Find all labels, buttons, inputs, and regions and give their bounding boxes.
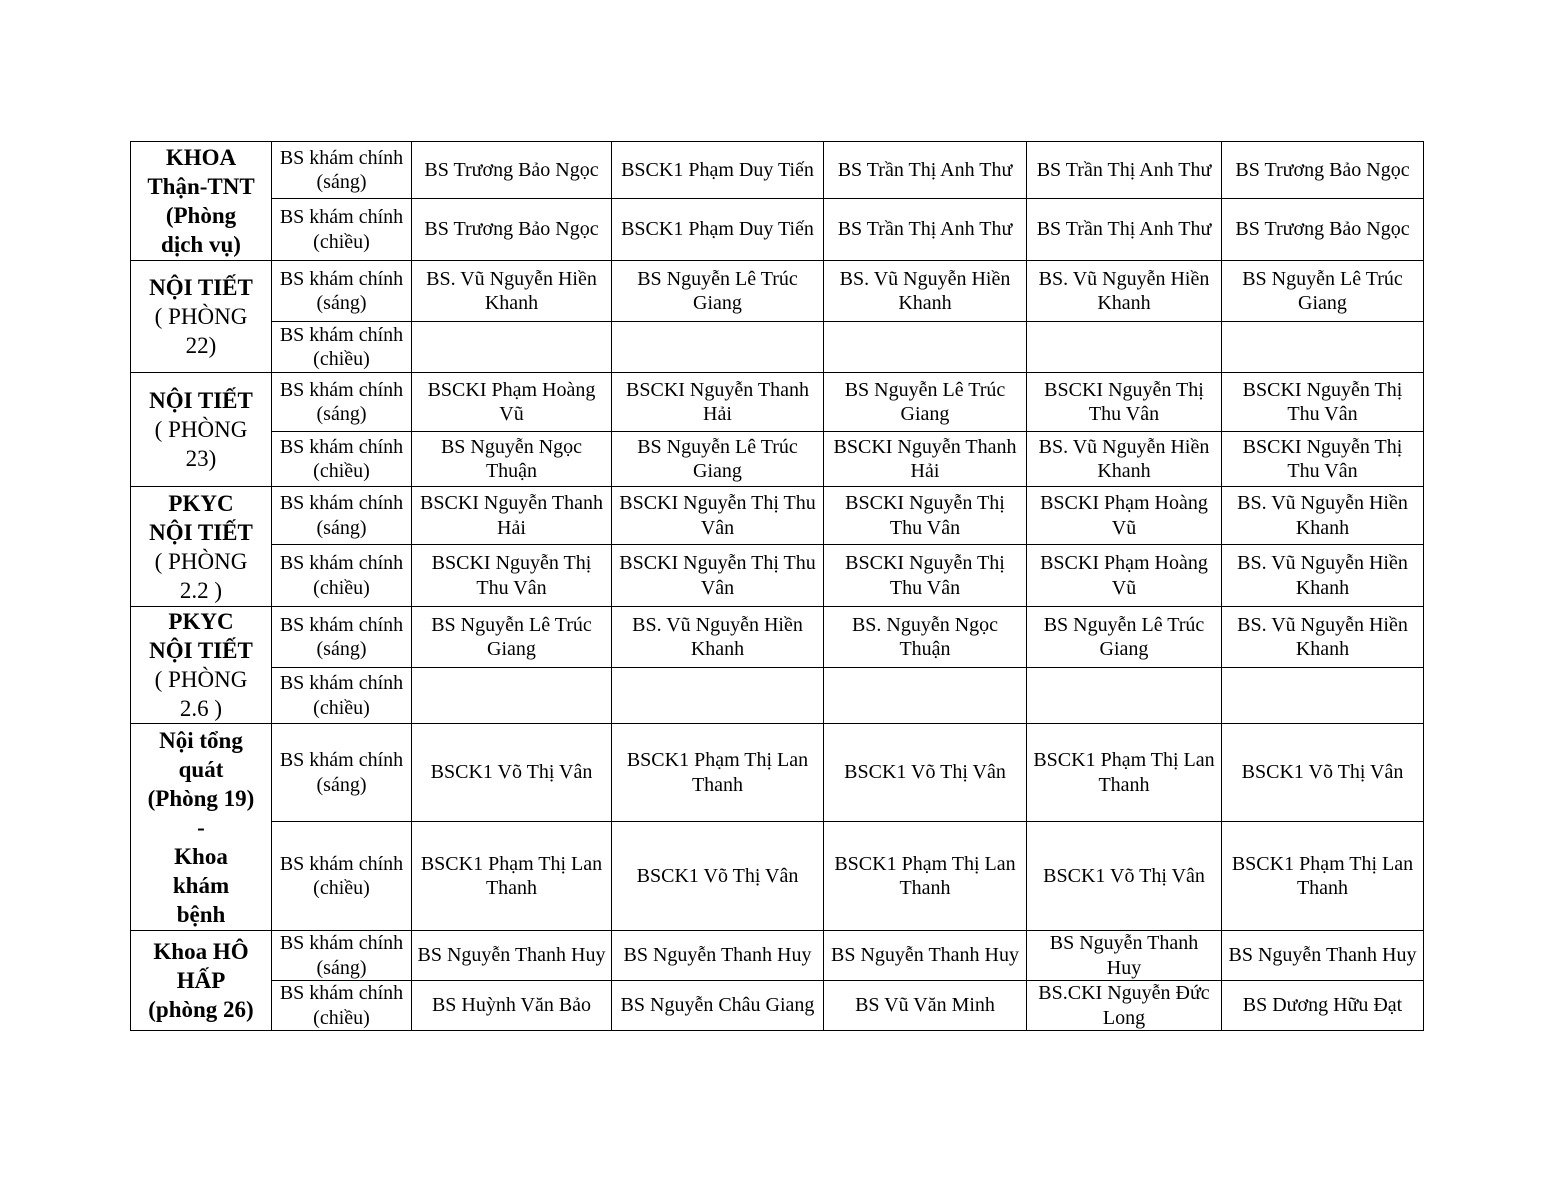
doctor-cell: BS Trần Thị Anh Thư xyxy=(1027,199,1222,261)
doctor-cell: BS Nguyễn Lê Trúc Giang xyxy=(412,607,612,668)
department-line: ( PHÒNG xyxy=(154,417,248,442)
department-cell xyxy=(131,487,272,607)
shift-cell: BS khám chính (chiều) xyxy=(272,545,412,607)
department-line: NỘI TIẾT xyxy=(149,275,253,300)
doctor-cell: BS. Vũ Nguyễn Hiền Khanh xyxy=(1222,545,1424,607)
doctor-cell: BSCKI Nguyễn Thị Thu Vân xyxy=(1027,373,1222,432)
schedule-row xyxy=(131,373,1424,432)
schedule-row xyxy=(131,607,1424,668)
doctor-cell: BS Trương Bảo Ngọc xyxy=(412,142,612,199)
doctor-cell xyxy=(1222,322,1424,373)
doctor-cell: BSCK1 Phạm Thị Lan Thanh xyxy=(1222,822,1424,931)
doctor-cell: BSCK1 Phạm Duy Tiến xyxy=(612,199,824,261)
doctor-cell: BSCKI Phạm Hoàng Vũ xyxy=(412,373,612,432)
doctor-cell: BS Nguyễn Lê Trúc Giang xyxy=(612,432,824,487)
shift-cell: BS khám chính (sáng) xyxy=(272,142,412,199)
shift-cell: BS khám chính (chiều) xyxy=(272,432,412,487)
doctor-cell xyxy=(412,668,612,724)
doctor-cell: BS Trần Thị Anh Thư xyxy=(824,142,1027,199)
doctor-cell: BSCKI Nguyễn Thanh Hải xyxy=(612,373,824,432)
shift-cell: BS khám chính (sáng) xyxy=(272,487,412,545)
doctor-cell xyxy=(412,322,612,373)
doctor-cell: BS. Vũ Nguyễn Hiền Khanh xyxy=(1222,607,1424,668)
department-line: ( PHÒNG xyxy=(154,667,248,692)
department-line: PKYC xyxy=(168,609,234,634)
doctor-cell: BS. Nguyễn Ngọc Thuận xyxy=(824,607,1027,668)
doctor-cell: BS. Vũ Nguyễn Hiền Khanh xyxy=(1027,432,1222,487)
doctor-cell: BS Nguyễn Ngọc Thuận xyxy=(412,432,612,487)
doctor-cell: BS Nguyễn Lê Trúc Giang xyxy=(824,373,1027,432)
doctor-cell: BS Nguyễn Lê Trúc Giang xyxy=(1222,261,1424,322)
department-line: bệnh xyxy=(176,901,226,927)
shift-cell: BS khám chính (chiều) xyxy=(272,822,412,931)
doctor-cell: BS.CKI Nguyễn Đức Long xyxy=(1027,981,1222,1031)
schedule-row xyxy=(131,931,1424,981)
doctor-cell: BSCKI Phạm Hoàng Vũ xyxy=(1027,487,1222,545)
doctor-cell: BS Nguyễn Thanh Huy xyxy=(824,931,1027,981)
department-line: Khoa HÔ xyxy=(153,939,249,964)
department-line: Thận-TNT xyxy=(147,174,255,199)
schedule-row xyxy=(131,199,1424,261)
doctor-cell: BS Trần Thị Anh Thư xyxy=(824,199,1027,261)
shift-cell: BS khám chính (sáng) xyxy=(272,931,412,981)
doctor-cell: BS Trương Bảo Ngọc xyxy=(412,199,612,261)
doctor-cell xyxy=(612,668,824,724)
doctor-cell: BSCKI Nguyễn Thị Thu Vân xyxy=(412,545,612,607)
schedule-row xyxy=(131,261,1424,322)
doctor-cell: BSCKI Nguyễn Thị Thu Vân xyxy=(612,545,824,607)
schedule-row xyxy=(131,822,1424,931)
doctor-cell: BSCK1 Võ Thị Vân xyxy=(412,724,612,822)
doctor-cell xyxy=(612,322,824,373)
doctor-cell: BS. Vũ Nguyễn Hiền Khanh xyxy=(612,607,824,668)
department-cell xyxy=(131,261,272,373)
doctor-cell: BS Vũ Văn Minh xyxy=(824,981,1027,1031)
department-line: khám xyxy=(172,872,230,898)
department-line: 22) xyxy=(185,333,217,358)
doctor-cell: BS. Vũ Nguyễn Hiền Khanh xyxy=(824,261,1027,322)
schedule-row xyxy=(131,142,1424,199)
doctor-cell: BS Nguyễn Thanh Huy xyxy=(412,931,612,981)
doctor-cell: BSCKI Nguyễn Thanh Hải xyxy=(824,432,1027,487)
department-line: (Phòng xyxy=(165,203,237,228)
doctor-cell: BSCKI Nguyễn Thị Thu Vân xyxy=(1222,373,1424,432)
shift-cell: BS khám chính (chiều) xyxy=(272,981,412,1031)
department-line: ( PHÒNG xyxy=(154,548,248,574)
doctor-cell: BS. Vũ Nguyễn Hiền Khanh xyxy=(1027,261,1222,322)
doctor-cell xyxy=(1222,668,1424,724)
doctor-cell: BS Trương Bảo Ngọc xyxy=(1222,199,1424,261)
department-line: PKYC xyxy=(168,490,234,516)
shift-cell: BS khám chính (chiều) xyxy=(272,322,412,373)
doctor-cell: BSCKI Nguyễn Thị Thu Vân xyxy=(824,487,1027,545)
doctor-cell: BSCK1 Phạm Thị Lan Thanh xyxy=(612,724,824,822)
doctor-cell: BS Trương Bảo Ngọc xyxy=(1222,142,1424,199)
doctor-cell: BS Nguyễn Thanh Huy xyxy=(1222,931,1424,981)
doctor-cell: BS Nguyễn Lê Trúc Giang xyxy=(1027,607,1222,668)
department-line: NỘI TIẾT xyxy=(149,519,253,545)
shift-cell: BS khám chính (sáng) xyxy=(272,607,412,668)
doctor-cell: BSCK1 Võ Thị Vân xyxy=(824,724,1027,822)
department-line: Khoa xyxy=(174,843,228,869)
doctor-cell xyxy=(1027,322,1222,373)
doctor-cell xyxy=(824,668,1027,724)
department-line: Nội tổng xyxy=(159,727,243,753)
department-line: (phòng 26) xyxy=(148,997,254,1022)
schedule-row xyxy=(131,981,1424,1031)
doctor-cell: BS Nguyễn Châu Giang xyxy=(612,981,824,1031)
shift-cell: BS khám chính (sáng) xyxy=(272,724,412,822)
department-line: dịch vụ) xyxy=(161,232,241,257)
doctor-cell: BS Nguyễn Lê Trúc Giang xyxy=(612,261,824,322)
doctor-cell: BS Trần Thị Anh Thư xyxy=(1027,142,1222,199)
shift-cell: BS khám chính (chiều) xyxy=(272,199,412,261)
department-line: quát xyxy=(178,756,224,782)
schedule-row xyxy=(131,432,1424,487)
doctor-cell: BSCK1 Phạm Thị Lan Thanh xyxy=(824,822,1027,931)
schedule-table xyxy=(130,141,1424,1031)
doctor-cell: BSCK1 Phạm Thị Lan Thanh xyxy=(412,822,612,931)
department-line: KHOA xyxy=(165,145,237,170)
doctor-cell: BSCKI Nguyễn Thanh Hải xyxy=(412,487,612,545)
doctor-cell: BS Nguyễn Thanh Huy xyxy=(1027,931,1222,981)
department-line: NỘI TIẾT xyxy=(149,388,253,413)
schedule-row xyxy=(131,724,1424,822)
department-cell xyxy=(131,142,272,261)
doctor-cell: BS Nguyễn Thanh Huy xyxy=(612,931,824,981)
doctor-cell: BSCKI Nguyễn Thị Thu Vân xyxy=(1222,432,1424,487)
department-line: - xyxy=(197,814,205,840)
doctor-cell: BSCKI Phạm Hoàng Vũ xyxy=(1027,545,1222,607)
department-cell xyxy=(131,373,272,487)
doctor-cell: BSCK1 Võ Thị Vân xyxy=(612,822,824,931)
department-line: ( PHÒNG xyxy=(154,304,248,329)
doctor-cell: BS. Vũ Nguyễn Hiền Khanh xyxy=(1222,487,1424,545)
schedule-row xyxy=(131,668,1424,724)
department-cell xyxy=(131,724,272,931)
department-cell xyxy=(131,607,272,724)
schedule-body xyxy=(131,142,1424,1031)
department-line: 23) xyxy=(185,446,217,471)
schedule-row xyxy=(131,545,1424,607)
schedule-row xyxy=(131,487,1424,545)
doctor-cell: BSCK1 Phạm Thị Lan Thanh xyxy=(1027,724,1222,822)
shift-cell: BS khám chính (chiều) xyxy=(272,668,412,724)
doctor-cell: BS Dương Hữu Đạt xyxy=(1222,981,1424,1031)
department-line: NỘI TIẾT xyxy=(149,638,253,663)
doctor-cell: BS Huỳnh Văn Bảo xyxy=(412,981,612,1031)
doctor-cell xyxy=(1027,668,1222,724)
doctor-cell: BSCK1 Võ Thị Vân xyxy=(1222,724,1424,822)
doctor-cell: BSCK1 Võ Thị Vân xyxy=(1027,822,1222,931)
doctor-cell: BSCKI Nguyễn Thị Thu Vân xyxy=(612,487,824,545)
schedule-row xyxy=(131,322,1424,373)
doctor-cell xyxy=(824,322,1027,373)
doctor-cell: BS. Vũ Nguyễn Hiền Khanh xyxy=(412,261,612,322)
department-cell xyxy=(131,931,272,1031)
department-line: 2.6 ) xyxy=(179,696,223,721)
department-line: (Phòng 19) xyxy=(147,785,255,811)
shift-cell: BS khám chính (sáng) xyxy=(272,261,412,322)
doctor-cell: BSCK1 Phạm Duy Tiến xyxy=(612,142,824,199)
department-line: 2.2 ) xyxy=(179,577,223,603)
shift-cell: BS khám chính (sáng) xyxy=(272,373,412,432)
doctor-cell: BSCKI Nguyễn Thị Thu Vân xyxy=(824,545,1027,607)
department-line: HẤP xyxy=(176,968,226,993)
